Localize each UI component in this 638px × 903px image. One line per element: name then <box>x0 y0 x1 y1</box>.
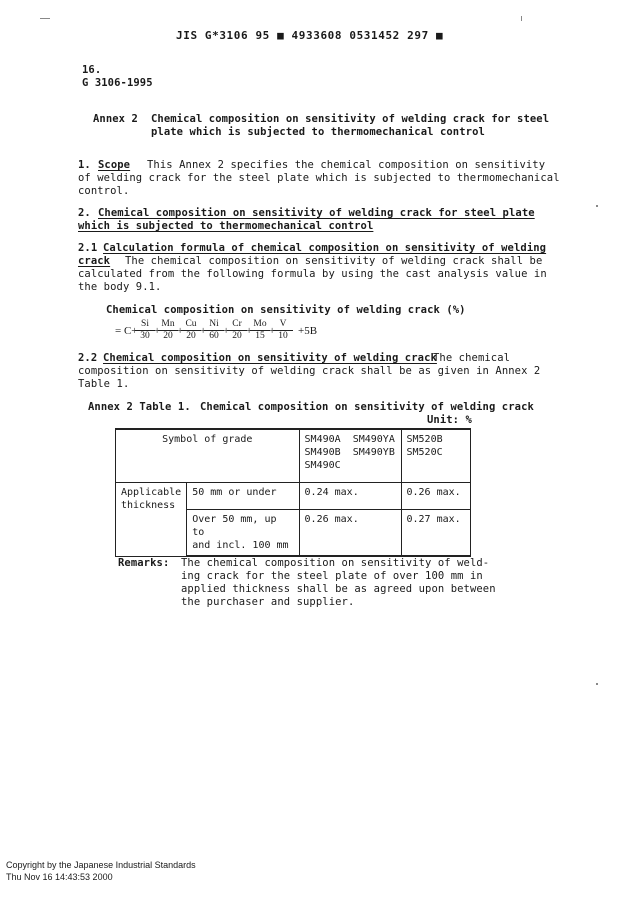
value-cell <box>401 510 471 557</box>
formula-fraction <box>273 319 293 342</box>
section-2-1-number: 2.1 <box>78 242 98 254</box>
section-2-2-number: 2.2 <box>78 352 98 364</box>
table-unit: Unit: % <box>427 414 472 426</box>
ceq-value-b: 0.27 max. <box>406 514 461 525</box>
formula-fraction <box>181 319 201 342</box>
remarks-line2: ing crack for the steel plate of over 100 mm in <box>181 570 483 582</box>
table-caption-title: Chemical composition on sensitivity of welding crack <box>200 401 534 413</box>
formula-plus: + <box>154 325 161 337</box>
section-2-1-heading-line2: crack <box>78 255 111 267</box>
formula-numerator: Mn <box>158 319 178 331</box>
formula-denominator: 60 <box>209 331 219 341</box>
remarks-line4: the purchaser and supplier. <box>181 596 355 608</box>
formula-numerator: Cu <box>181 319 201 331</box>
page-number: 16. <box>82 64 102 76</box>
footer-copyright: Copyright by the Japanese Industrial Standards <box>6 860 196 870</box>
section-2-1-line1: The chemical composition on sensitivity of welding crack shall be <box>125 255 543 267</box>
footer-timestamp: Thu Nov 16 14:43:53 2000 <box>6 872 113 882</box>
section-2-1-heading-line1: Calculation formula of chemical composition on sensitivity of welding <box>103 242 547 254</box>
value-cell <box>299 483 401 510</box>
formula-denominator: 20 <box>186 331 196 341</box>
formula-fraction <box>204 319 224 342</box>
table-row <box>116 483 471 510</box>
annex-title-line2: plate which is subjected to thermomechanical control <box>151 126 485 138</box>
remarks-label: Remarks: <box>118 557 170 569</box>
symbol-of-grade-header <box>116 429 300 483</box>
document-header: JIS G*3106 95 ■ 4933608 0531452 297 ■ <box>176 29 444 42</box>
section-2-heading-line1: Chemical composition on sensitivity of welding crack for steel plate <box>98 207 535 219</box>
formula-fraction <box>227 319 247 342</box>
scan-mark <box>40 18 50 19</box>
formula-numerator: Si <box>135 319 155 331</box>
formula-fraction <box>250 319 270 342</box>
thickness-cell <box>187 483 299 510</box>
row-label-line2: thickness <box>121 500 176 511</box>
scan-mark <box>596 683 598 685</box>
section-2-number: 2. <box>78 207 91 219</box>
section-1-heading: Scope <box>98 159 131 171</box>
row-label-line1: Applicable <box>121 487 182 498</box>
formula-denominator: 10 <box>278 331 288 341</box>
formula-tail: +5B <box>298 325 318 337</box>
formula-fraction <box>135 319 155 342</box>
remarks-line3: applied thickness shall be as agreed upon between <box>181 583 496 595</box>
formula-plus: + <box>269 325 276 337</box>
standard-reference: G 3106-1995 <box>82 77 153 89</box>
table-caption: Annex 2 Table 1. <box>88 401 191 413</box>
section-2-2-line1-rest: The chemical <box>433 352 511 364</box>
grade-b-line2: SM520C <box>406 447 443 458</box>
section-1-line1: This Annex 2 specifies the chemical composition on sensitivity <box>147 159 546 171</box>
section-2-2-line2: composition on sensitivity of welding crack shall be as given in Annex 2 <box>78 365 541 377</box>
thickness-value-line2: and incl. 100 mm <box>192 540 289 551</box>
formula-numerator: Mo <box>250 319 270 331</box>
value-cell <box>401 483 471 510</box>
scan-mark <box>521 16 522 21</box>
grade-group-a <box>299 429 401 483</box>
remarks-line1: The chemical composition on sensitivity of weld- <box>181 557 490 569</box>
thickness-value: 50 mm or under <box>192 487 277 498</box>
formula-plus: + <box>246 325 253 337</box>
section-2-heading-line2: which is subjected to thermomechanical control <box>78 220 374 232</box>
formula-numerator: Cr <box>227 319 247 331</box>
ceq-value-a: 0.26 max. <box>304 514 359 525</box>
formula-plus: + <box>177 325 184 337</box>
value-cell <box>299 510 401 557</box>
symbol-of-grade-label: Symbol of grade <box>162 434 253 445</box>
grade-b-line1: SM520B <box>406 434 443 445</box>
formula-lead: = C+ <box>115 325 138 337</box>
grade-group-b <box>401 429 471 483</box>
section-2-1-line2: calculated from the following formula by using the cast analysis value in <box>78 268 547 280</box>
grade-a-line1: SM490A SM490YA <box>304 434 395 445</box>
applicable-thickness-label <box>116 483 187 557</box>
grade-a-line2: SM490B SM490YB <box>304 447 395 458</box>
grade-a-line3: SM490C <box>304 460 341 471</box>
formula-plus: + <box>223 325 230 337</box>
thickness-cell <box>187 510 299 557</box>
formula-denominator: 20 <box>232 331 242 341</box>
section-1-line3: control. <box>78 185 130 197</box>
formula-fraction <box>158 319 178 342</box>
formula-numerator: Ni <box>204 319 224 331</box>
scan-mark <box>596 205 598 207</box>
formula-plus: + <box>200 325 207 337</box>
formula-denominator: 15 <box>255 331 265 341</box>
formula-numerator: V <box>273 319 293 331</box>
grade-table <box>115 428 471 557</box>
annex-title-line1: Chemical composition on sensitivity of welding crack for steel <box>151 113 550 125</box>
formula-label: Chemical composition on sensitivity of welding crack (%) <box>106 304 466 316</box>
section-2-2-heading: Chemical composition on sensitivity of welding crack <box>103 352 437 364</box>
section-2-2-line3: Table 1. <box>78 378 130 390</box>
ceq-value-b: 0.26 max. <box>406 487 461 498</box>
ceq-value-a: 0.24 max. <box>304 487 359 498</box>
section-2-1-line3: the body 9.1. <box>78 281 162 293</box>
section-1-line2: of welding crack for the steel plate which is subjected to thermomechanical <box>78 172 560 184</box>
table-header-row <box>116 429 471 483</box>
formula-denominator: 30 <box>140 331 150 341</box>
formula-denominator: 20 <box>163 331 173 341</box>
thickness-value-line1: Over 50 mm, up to <box>192 514 277 538</box>
annex-label: Annex 2 <box>93 113 138 125</box>
section-1-number: 1. <box>78 159 91 171</box>
